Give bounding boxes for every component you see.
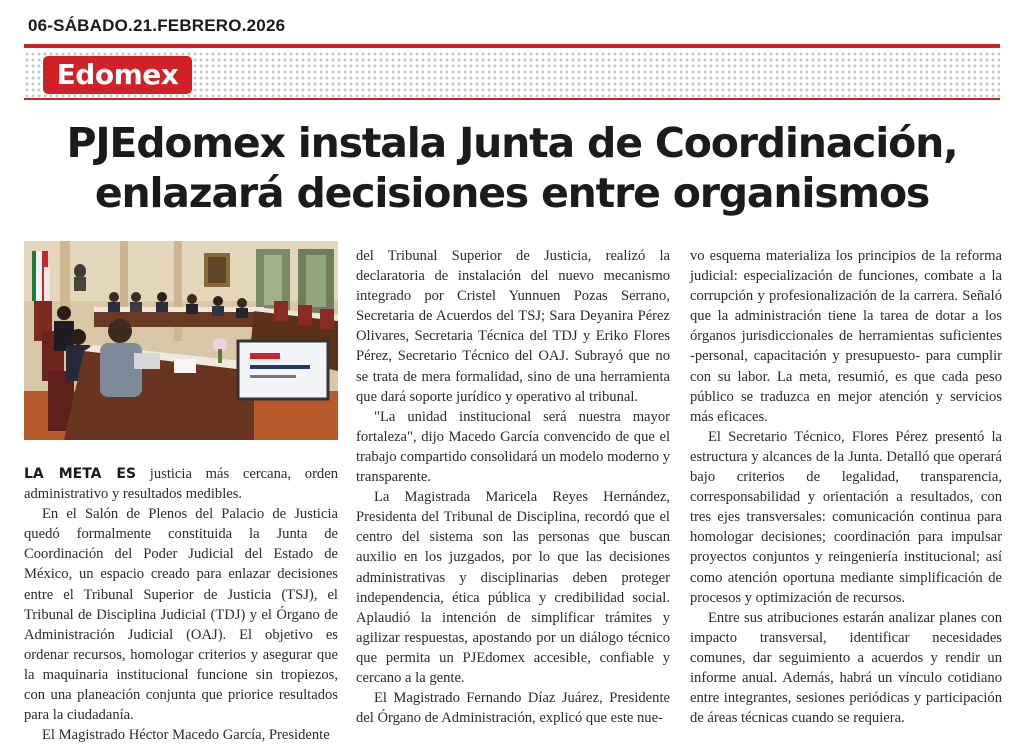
article-headline <box>24 118 1000 218</box>
lead-kicker: LA META ES <box>24 466 137 482</box>
meeting-photo-illustration <box>24 241 338 440</box>
lead-paragraph <box>24 464 338 504</box>
body-paragraph: vo esquema materializa los principios de la reforma judicial: especialización de funciones, combate a la corrupción y profesionalización de la carrera. Señaló que la administración tiene la tarea de dotar a los órganos jurisdiccionales de herramientas suficientes -personal, capacitación y presupuesto- para cumplir con su labor. La meta, resumió, es que cada peso público se traduzca en mejor atención y servicios más eficaces. <box>690 248 1002 425</box>
section-tag: Edomex <box>43 56 192 94</box>
column-2 <box>356 246 670 728</box>
body-paragraph: La Magistrada Maricela Reyes Hernández, Presidenta del Tribunal de Disciplina, recordó que el centro del sistema son las personas que buscan auxilio en los juzgados, por lo que las decisiones administrativas y disciplinarias deben proteger independencia, ética pública y credibilidad social. Aplaudió la intención de simplificar trámites y agilizar respuestas, apostando por un diálogo técnico que permita un PJEdomex accesible, confiable y cercano a la gente. <box>356 489 670 686</box>
column-3 <box>690 246 1002 728</box>
body-paragraph: El Secretario Técnico, Flores Pérez presentó la estructura y alcances de la Junta. Detalló que operará bajo criterios de legalidad, transparencia, corresponsabilidad y orientación a resultados, con tres ejes transversales: comunicación continua para homologar decisiones; coordinación para impulsar proyectos conjuntos y reingeniería institucional; así como atención oportuna mediante simplificación de procesos y optimización de recursos. <box>690 428 1002 606</box>
article-photo <box>24 241 338 440</box>
lead-text: justicia más cercana, orden administrativo y resultados medibles. <box>24 466 338 503</box>
body-paragraph: En el Salón de Plenos del Palacio de Justicia quedó formalmente constituida la Junta de Coordinación del Poder Judicial del Estado de México, un espacio creado para enlazar decisiones entre el Tribunal Superior de Justicia (TSJ), el Tribunal de Disciplina Judicial (TDJ) y el Órgano de Administración Judicial (OAJ). El objetivo es ordenar recursos, homologar criterios y asegurar que la maquinaria institucional funcione sin tropiezos, con una planeación conjunta que priorice resultados para la ciudadanía. <box>24 506 338 724</box>
section-rule <box>24 98 1000 100</box>
body-paragraph: "La unidad institucional será nuestra mayor fortaleza", dijo Macedo García convencido de que el trabajo compartido consolidará un modelo moderno y transparente. <box>356 408 670 486</box>
headline-line-2: enlazará decisiones entre organismos <box>94 169 930 217</box>
body-paragraph: Entre sus atribuciones estarán analizar planes con impacto transversal, identificar necesidades comunes, dar seguimiento a acuerdos y rendir un informe anual. Además, habrá un vínculo cotidiano entre integrantes, sesiones periódicas y participación de áreas técnicas cuando se requiera. <box>690 609 1002 727</box>
page-folio: 06-SÁBADO.21.FEBRERO.2026 <box>28 16 286 35</box>
body-paragraph: El Magistrado Fernando Díaz Juárez, Presidente del Órgano de Administración, explicó que este nue- <box>356 690 670 727</box>
top-rule <box>24 44 1000 48</box>
body-paragraph: El Magistrado Héctor Macedo García, Presidente <box>42 727 330 744</box>
column-1 <box>24 464 338 745</box>
headline-line-1: PJEdomex instala Junta de Coordinación, <box>66 119 958 167</box>
body-paragraph: del Tribunal Superior de Justicia, realizó la declaratoria de instalación del nuevo mecanismo integrado por Cristel Yunnuen Pozas Serrano, Secretaria de Acuerdos del TSJ; Sara Deyanira Pérez Olivares, Secretaria Técnica del TDJ y Eriko Flores Pérez, Secretario Técnico del OAJ. Subrayó que no se trata de mera formalidad, sino de una herramienta que dará soporte jurídico y operativo al tribunal. <box>356 248 670 405</box>
